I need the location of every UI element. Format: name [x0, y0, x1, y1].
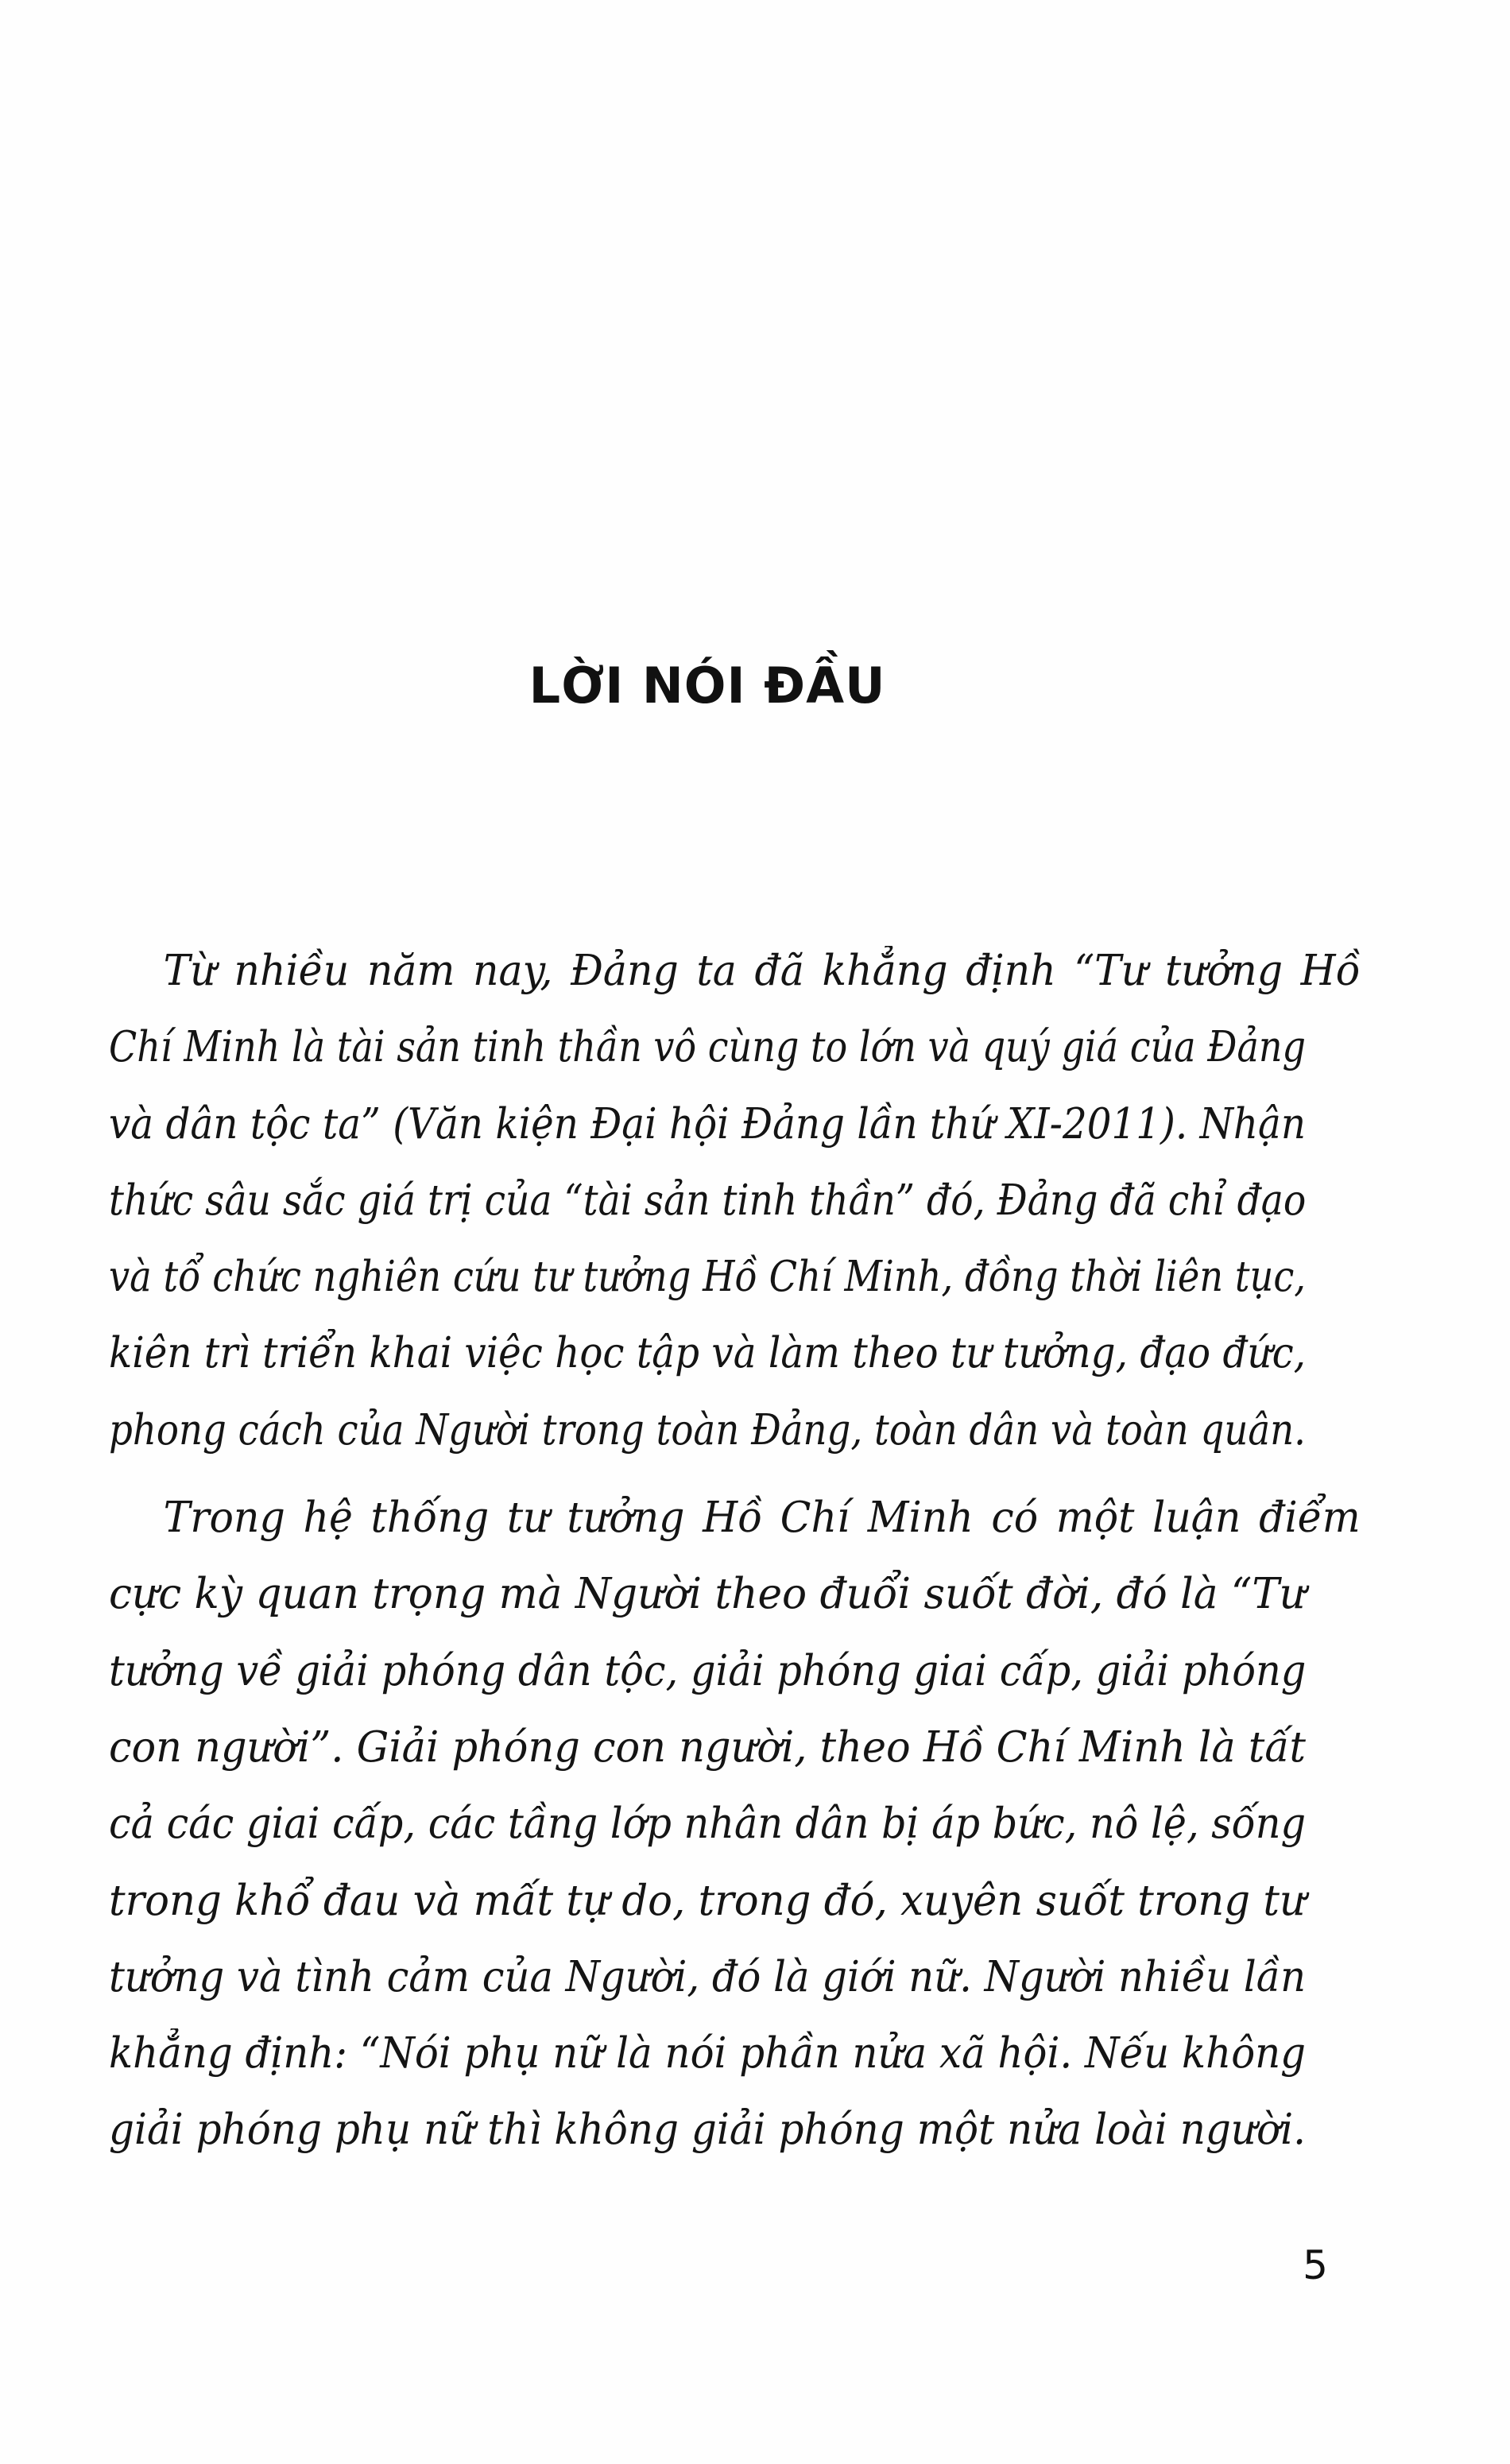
- text-line: tưởng và tình cảm của Người, đó là giới nữ. Người nhiều lần: [109, 1952, 1306, 2001]
- text-line: Từ nhiều năm nay, Đảng ta đã khẳng định “Tư tưởng Hồ: [163, 947, 1361, 995]
- text-line: con người”. Giải phóng con người, theo Hồ Chí Minh là tất: [109, 1722, 1306, 1772]
- text-line: giải phóng phụ nữ thì không giải phóng một nửa loài người.: [109, 2106, 1306, 2155]
- page-number: 5: [1303, 2242, 1328, 2288]
- page-title: LỜI NÓI ĐẦU: [528, 656, 886, 715]
- text-line: Trong hệ thống tư tưởng Hồ Chí Minh có một luận điểm: [163, 1494, 1361, 1543]
- text-line: và tổ chức nghiên cứu tư tưởng Hồ Chí Minh, đồng thời liên tục,: [109, 1253, 1307, 1302]
- text-line: Chí Minh là tài sản tinh thần vô cùng to lớn và quý giá của Đảng: [109, 1023, 1306, 1072]
- text-line: cả các giai cấp, các tầng lớp nhân dân bị áp bức, nô lệ, sống: [109, 1800, 1306, 1849]
- text-line: cực kỳ quan trọng mà Người theo đuổi suốt đời, đó là “Tư: [109, 1570, 1307, 1619]
- paragraph-2: [109, 1480, 1361, 2169]
- text-line: thức sâu sắc giá trị của “tài sản tinh thần” đó, Đảng đã chỉ đạo: [109, 1176, 1307, 1225]
- text-line: khẳng định: “Nói phụ nữ là nói phần nửa xã hội. Nếu không: [109, 2029, 1306, 2079]
- text-line: tưởng về giải phóng dân tộc, giải phóng giai cấp, giải phóng: [109, 1646, 1307, 1695]
- text-line: và dân tộc ta” (Văn kiện Đại hội Đảng lần thứ XI-2011). Nhận: [109, 1099, 1306, 1149]
- text-line: kiên trì triển khai việc học tập và làm theo tư tưởng, đạo đức,: [109, 1329, 1306, 1378]
- body-text: [109, 933, 1361, 2169]
- text-line: trong khổ đau và mất tự do, trong đó, xuyên suốt trong tư: [109, 1876, 1306, 1925]
- paragraph-1: [109, 933, 1361, 1469]
- text-line: phong cách của Người trong toàn Đảng, toàn dân và toàn quân.: [109, 1405, 1306, 1455]
